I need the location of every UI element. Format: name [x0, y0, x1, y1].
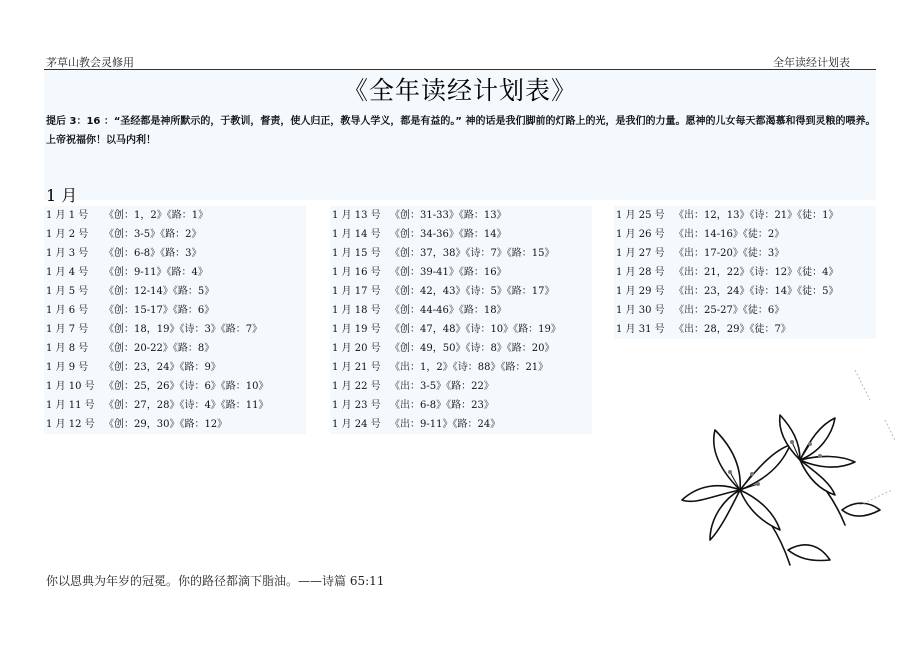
reading-date: 1 月 22 号 — [332, 381, 381, 392]
reading-row — [44, 320, 306, 339]
reading-row — [44, 206, 306, 225]
intro-paragraph: 提后 3：16 ：“圣经都是神所默示的，于教训，督责，使人归正，教导人学义，都是有益的。” 神的话是我们脚前的灯路上的光，是我们的力量。愿神的儿女每天都渴慕和得到灵粮的喂养。上帝祝福你！以马内利！ — [46, 116, 876, 146]
reading-passages: 《出：21，22》《诗：12》《徒：4》 — [674, 267, 839, 278]
reading-passages: 《创：37，38》《诗：7》《路：15》 — [390, 248, 555, 259]
reading-date: 1 月 11 号 — [46, 400, 95, 411]
reading-passages: 《出：9-11》《路：24》 — [390, 419, 501, 430]
reading-date: 1 月 26 号 — [616, 229, 665, 240]
reading-row — [614, 301, 876, 320]
reading-passages: 《创：29，30》《路：12》 — [104, 419, 228, 430]
reading-passages: 《创：27，28》《诗：4》《路：11》 — [104, 400, 269, 411]
reading-passages: 《创：23，24》《路：9》 — [104, 362, 221, 373]
header-left-text: 茅草山教会灵修用 — [46, 56, 134, 69]
reading-row — [44, 396, 306, 415]
reading-passages: 《创：34-36》《路：14》 — [390, 229, 507, 240]
reading-passages: 《出：14-16》《徒：2》 — [674, 229, 785, 240]
reading-row — [614, 206, 876, 225]
reading-date: 1 月 16 号 — [332, 267, 381, 278]
reading-passages: 《创：42，43》《诗：5》《路：17》 — [390, 286, 555, 297]
reading-date: 1 月 10 号 — [46, 381, 95, 392]
reading-date: 1 月 8 号 — [46, 343, 89, 354]
reading-passages: 《出：25-27》《徒：6》 — [674, 305, 785, 316]
reading-date: 1 月 3 号 — [46, 248, 89, 259]
reading-passages: 《创：1，2》《路：1》 — [104, 210, 209, 221]
reading-row — [330, 396, 592, 415]
reading-date: 1 月 19 号 — [332, 324, 381, 335]
reading-date: 1 月 24 号 — [332, 419, 381, 430]
reading-row — [330, 206, 592, 225]
reading-date: 1 月 30 号 — [616, 305, 665, 316]
reading-row — [330, 377, 592, 396]
reading-passages: 《创：3-5》《路：2》 — [104, 229, 202, 240]
reading-passages: 《创：9-11》《路：4》 — [104, 267, 208, 278]
reading-row — [44, 263, 306, 282]
reading-column-2 — [330, 206, 592, 434]
footer-verse: 你以恩典为年岁的冠冕。你的路径都滴下脂油。——诗篇 65:11 — [46, 574, 385, 588]
flower-illustration — [670, 360, 900, 580]
reading-date: 1 月 18 号 — [332, 305, 381, 316]
reading-passages: 《创：12-14》《路：5》 — [104, 286, 215, 297]
reading-column-3 — [614, 206, 876, 339]
reading-row — [614, 225, 876, 244]
reading-passages: 《出：28，29》《徒：7》 — [674, 324, 791, 335]
reading-date: 1 月 31 号 — [616, 324, 665, 335]
reading-date: 1 月 20 号 — [332, 343, 381, 354]
reading-date: 1 月 25 号 — [616, 210, 665, 221]
reading-date: 1 月 5 号 — [46, 286, 89, 297]
reading-passages: 《创：15-17》《路：6》 — [104, 305, 215, 316]
reading-row — [44, 358, 306, 377]
reading-date: 1 月 9 号 — [46, 362, 89, 373]
reading-date: 1 月 27 号 — [616, 248, 665, 259]
reading-row — [330, 320, 592, 339]
reading-row — [614, 282, 876, 301]
reading-passages: 《出：6-8》《路：23》 — [390, 400, 494, 411]
reading-row — [330, 415, 592, 434]
reading-passages: 《创：49，50》《诗：8》《路：20》 — [390, 343, 555, 354]
reading-passages: 《出：17-20》《徒：3》 — [674, 248, 785, 259]
reading-row — [330, 244, 592, 263]
reading-row — [614, 320, 876, 339]
reading-column-1 — [44, 206, 306, 434]
reading-date: 1 月 17 号 — [332, 286, 381, 297]
reading-date: 1 月 1 号 — [46, 210, 89, 221]
reading-row — [44, 415, 306, 434]
reading-passages: 《创：25，26》《诗：6》《路：10》 — [104, 381, 269, 392]
reading-passages: 《出：23，24》《诗：14》《徒：5》 — [674, 286, 839, 297]
reading-date: 1 月 14 号 — [332, 229, 381, 240]
reading-row — [330, 301, 592, 320]
reading-date: 1 月 15 号 — [332, 248, 381, 259]
reading-row — [44, 377, 306, 396]
reading-passages: 《创：31-33》《路：13》 — [390, 210, 507, 221]
reading-date: 1 月 29 号 — [616, 286, 665, 297]
reading-row — [330, 358, 592, 377]
reading-date: 1 月 2 号 — [46, 229, 89, 240]
reading-date: 1 月 4 号 — [46, 267, 89, 278]
reading-passages: 《创：20-22》《路：8》 — [104, 343, 215, 354]
reading-date: 1 月 28 号 — [616, 267, 665, 278]
reading-date: 1 月 6 号 — [46, 305, 89, 316]
reading-passages: 《出：1，2》《诗：88》《路：21》 — [390, 362, 549, 373]
month-heading: 1 月 — [46, 186, 78, 205]
reading-passages: 《出：12，13》《诗：21》《徒：1》 — [674, 210, 839, 221]
reading-date: 1 月 12 号 — [46, 419, 95, 430]
reading-row — [44, 282, 306, 301]
reading-passages: 《创：6-8》《路：3》 — [104, 248, 202, 259]
reading-row — [614, 263, 876, 282]
reading-passages: 《出：3-5》《路：22》 — [390, 381, 494, 392]
reading-date: 1 月 21 号 — [332, 362, 381, 373]
reading-row — [44, 244, 306, 263]
reading-row — [330, 263, 592, 282]
reading-row — [614, 244, 876, 263]
reading-row — [330, 225, 592, 244]
reading-row — [330, 339, 592, 358]
reading-row — [44, 339, 306, 358]
reading-date: 1 月 23 号 — [332, 400, 381, 411]
reading-row — [44, 301, 306, 320]
reading-row — [330, 282, 592, 301]
reading-passages: 《创：47，48》《诗：10》《路：19》 — [390, 324, 561, 335]
reading-date: 1 月 7 号 — [46, 324, 89, 335]
reading-date: 1 月 13 号 — [332, 210, 381, 221]
reading-passages: 《创：18，19》《诗：3》《路：7》 — [104, 324, 263, 335]
page-title: 《全年读经计划表》 — [342, 76, 577, 105]
reading-row — [44, 225, 306, 244]
reading-passages: 《创：39-41》《路：16》 — [390, 267, 507, 278]
header-right-text: 全年读经计划表 — [773, 56, 850, 69]
reading-passages: 《创：44-46》《路：18》 — [390, 305, 507, 316]
